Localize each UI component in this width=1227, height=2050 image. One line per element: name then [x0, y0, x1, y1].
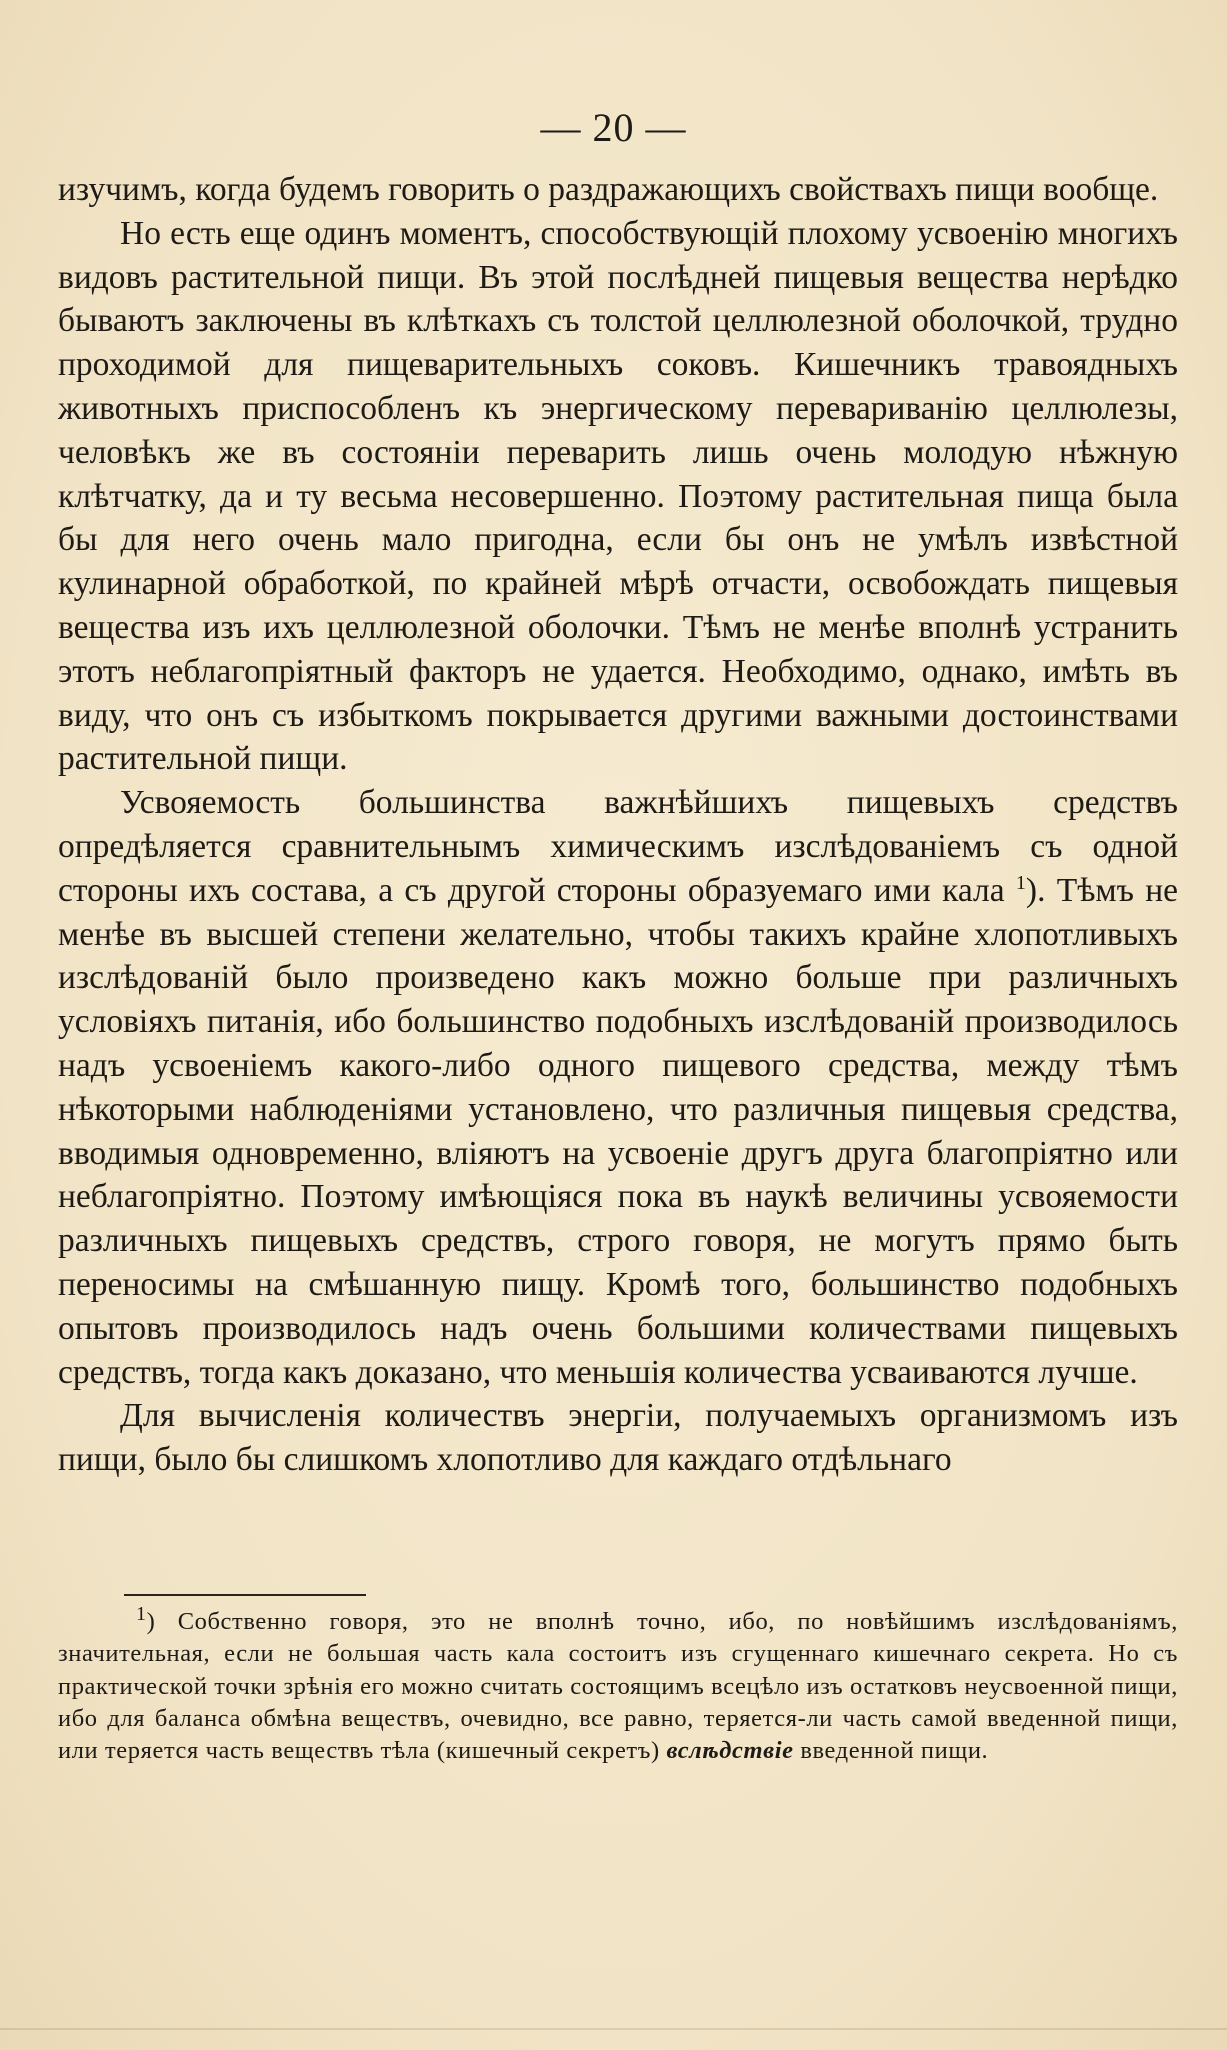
paragraph-2 [58, 212, 1178, 781]
footnote-italic-word: вслѣдствіе [666, 1737, 794, 1765]
paragraph-2-text: Но есть еще одинъ моментъ, способствующій плохому усвоенію многихъ видовъ растительной пищи. Въ этой послѣдней пищевыя вещества нерѣдко бываютъ заключены въ клѣткахъ съ толстой целлюлезной оболочкой, трудно проходимой для пищеварительныхъ соковъ. Кишечникъ травоядныхъ животныхъ приспособленъ къ энергическому перевариванію целлюлезы, человѣкъ же въ состояніи переварить лишь очень молодую нѣжную клѣтчатку, да и ту весьма несовершенно. Поэтому растительная пища была бы для него очень мало пригодна, если бы онъ не умѣлъ извѣстной кулинарной обработкой, по крайней мѣрѣ отчасти, освобождать пищевыя вещества изъ ихъ целлюлезной оболочки. Тѣмъ не менѣе вполнѣ устранить этотъ неблагопріятный факторъ не удается. Необходимо, однако, имѣть въ виду, что онъ съ избыткомъ покрывается другими важными достоинствами растительной пищи. [58, 214, 1178, 778]
footnote-marker: 1 [136, 1602, 147, 1625]
paragraph-4-text: Для вычисленія количествъ энергіи, получаемыхъ организмомъ изъ пищи, было бы слишкомъ хлопотливо для каждаго отдѣльнаго [58, 1397, 1178, 1479]
footnote-divider [124, 1594, 366, 1596]
page-edge-line [0, 2028, 1227, 2030]
paragraph-1-text: изучимъ, когда будемъ говорить о раздражающихъ свойствахъ пищи вообще. [58, 171, 1159, 208]
paragraph-4 [58, 1394, 1178, 1482]
footnote-paragraph [58, 1602, 1178, 1767]
paragraph-3-text-continued: ). Тѣмъ не менѣе въ высшей степени желательно, чтобы такихъ крайне хлопотливыхъ изслѣдованій было произведено какъ можно больше при различныхъ условіяхъ питанія, ибо большинство подобныхъ изслѣдованій производилось надъ усвоеніемъ какого-либо одного пищевого средства, между тѣмъ нѣкоторыми наблюденіями установлено, что различныя пищевыя средства, вводимыя одновременно, вліяютъ на усвоеніе другъ друга благопріятно или неблагопріятно. Поэтому имѣющіяся пока въ наукѣ величины усвояемости различныхъ пищевыхъ средствъ, строго говоря, не могутъ прямо быть переносимы на смѣшанную пищу. Кромѣ того, большинство подобныхъ опытовъ производилось надъ очень большими количествами пищевыхъ средствъ, тогда какъ доказано, что меньшія количества усваиваются лучше. [58, 871, 1178, 1391]
page-number: — 20 — [540, 105, 687, 150]
footnote-text-end: введенной пищи. [793, 1737, 989, 1765]
paragraph-3-text: Усвояемость большинства важнѣйшихъ пищевыхъ средствъ опредѣляется сравнительнымъ химическимъ изслѣдованіемъ съ одной стороны ихъ состава, а съ другой стороны образуемаго ими кала [58, 784, 1178, 909]
main-text [58, 168, 1178, 1482]
paragraph-3 [58, 781, 1178, 1394]
footnote-reference: 1 [1015, 871, 1026, 894]
footnote [58, 1602, 1178, 1767]
footnote-text: ) Собственно говоря, это не вполнѣ точно, ибо, по новѣйшимъ изслѣдованіямъ, значительная, если не большая часть кала состоитъ изъ сгущеннаго кишечнаго секрета. Но съ практической точки зрѣнія его можно считать состоящимъ всецѣло изъ остатковъ неусвоенной пищи, ибо для баланса обмѣна веществъ, очевидно, все равно, теряется-ли часть самой введенной пищи, или теряется часть веществъ тѣла (кишечный секретъ) [58, 1608, 1178, 1765]
paragraph-1 [58, 168, 1178, 212]
